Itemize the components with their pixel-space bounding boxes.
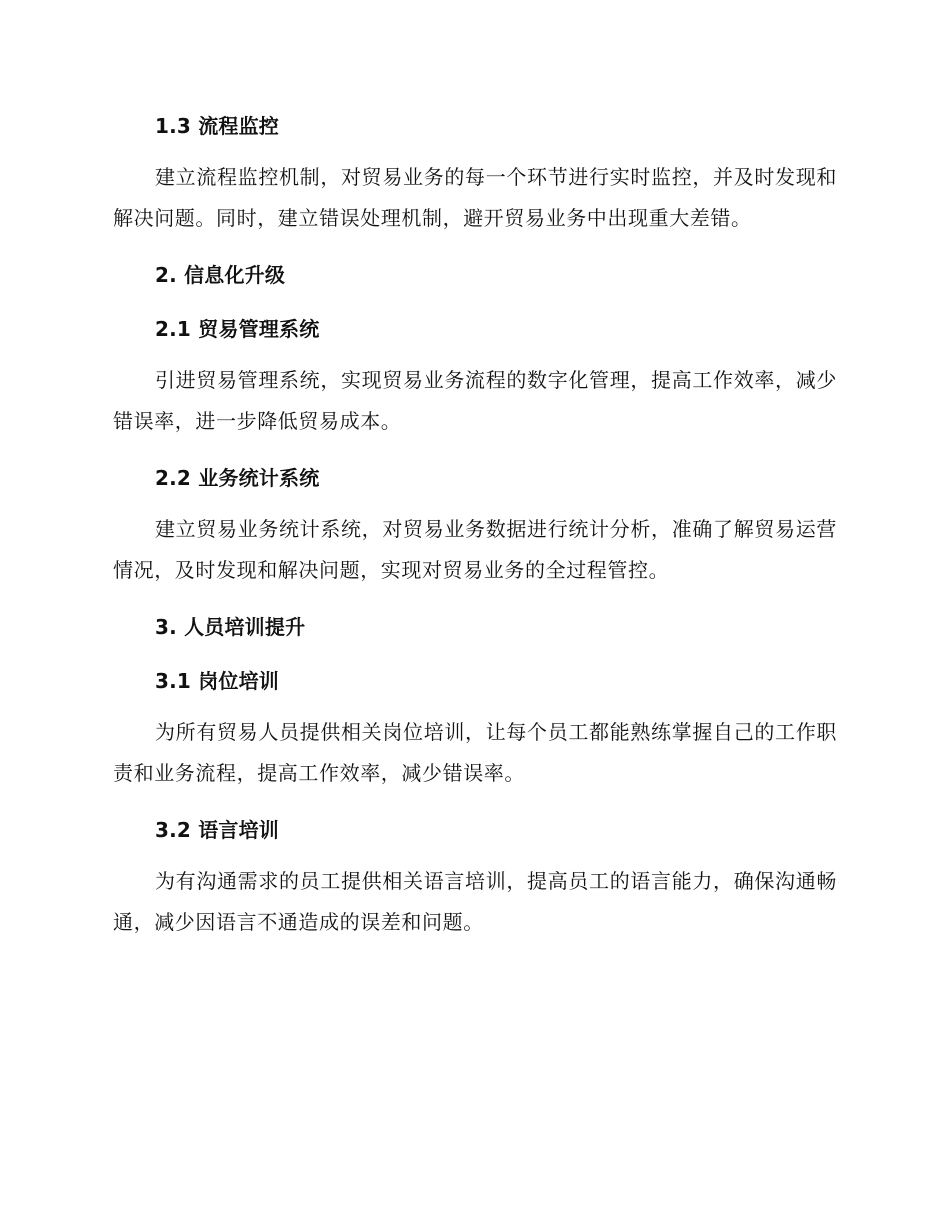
section-body-3-2: 为有沟通需求的员工提供相关语言培训，提高员工的语言能力，确保沟通畅通，减少因语言不通造成的误差和问题。 (113, 869, 837, 934)
section-heading-3: 3. 人员培训提升 (155, 615, 306, 639)
section-body-2-2: 建立贸易业务统计系统，对贸易业务数据进行统计分析，准确了解贸易运营情况，及时发现和解决问题，实现对贸易业务的全过程管控。 (113, 517, 837, 582)
section-heading-3-1: 3.1 岗位培训 (155, 669, 279, 693)
section-body-1-3: 建立流程监控机制，对贸易业务的每一个环节进行实时监控，并及时发现和解决问题。同时，建立错误处理机制，避开贸易业务中出现重大差错。 (113, 165, 837, 230)
section-heading-2-2: 2.2 业务统计系统 (155, 466, 320, 490)
section-heading-3-2: 3.2 语言培训 (155, 818, 279, 842)
section-heading-2: 2. 信息化升级 (155, 263, 286, 287)
section-body-3-1: 为所有贸易人员提供相关岗位培训，让每个员工都能熟练掌握自己的工作职责和业务流程，提高工作效率，减少错误率。 (113, 720, 837, 785)
section-heading-1-3: 1.3 流程监控 (155, 114, 279, 138)
document-content (113, 108, 837, 943)
section-body-2-1: 引进贸易管理系统，实现贸易业务流程的数字化管理，提高工作效率，减少错误率，进一步降低贸易成本。 (113, 368, 837, 433)
section-heading-2-1: 2.1 贸易管理系统 (155, 317, 320, 341)
